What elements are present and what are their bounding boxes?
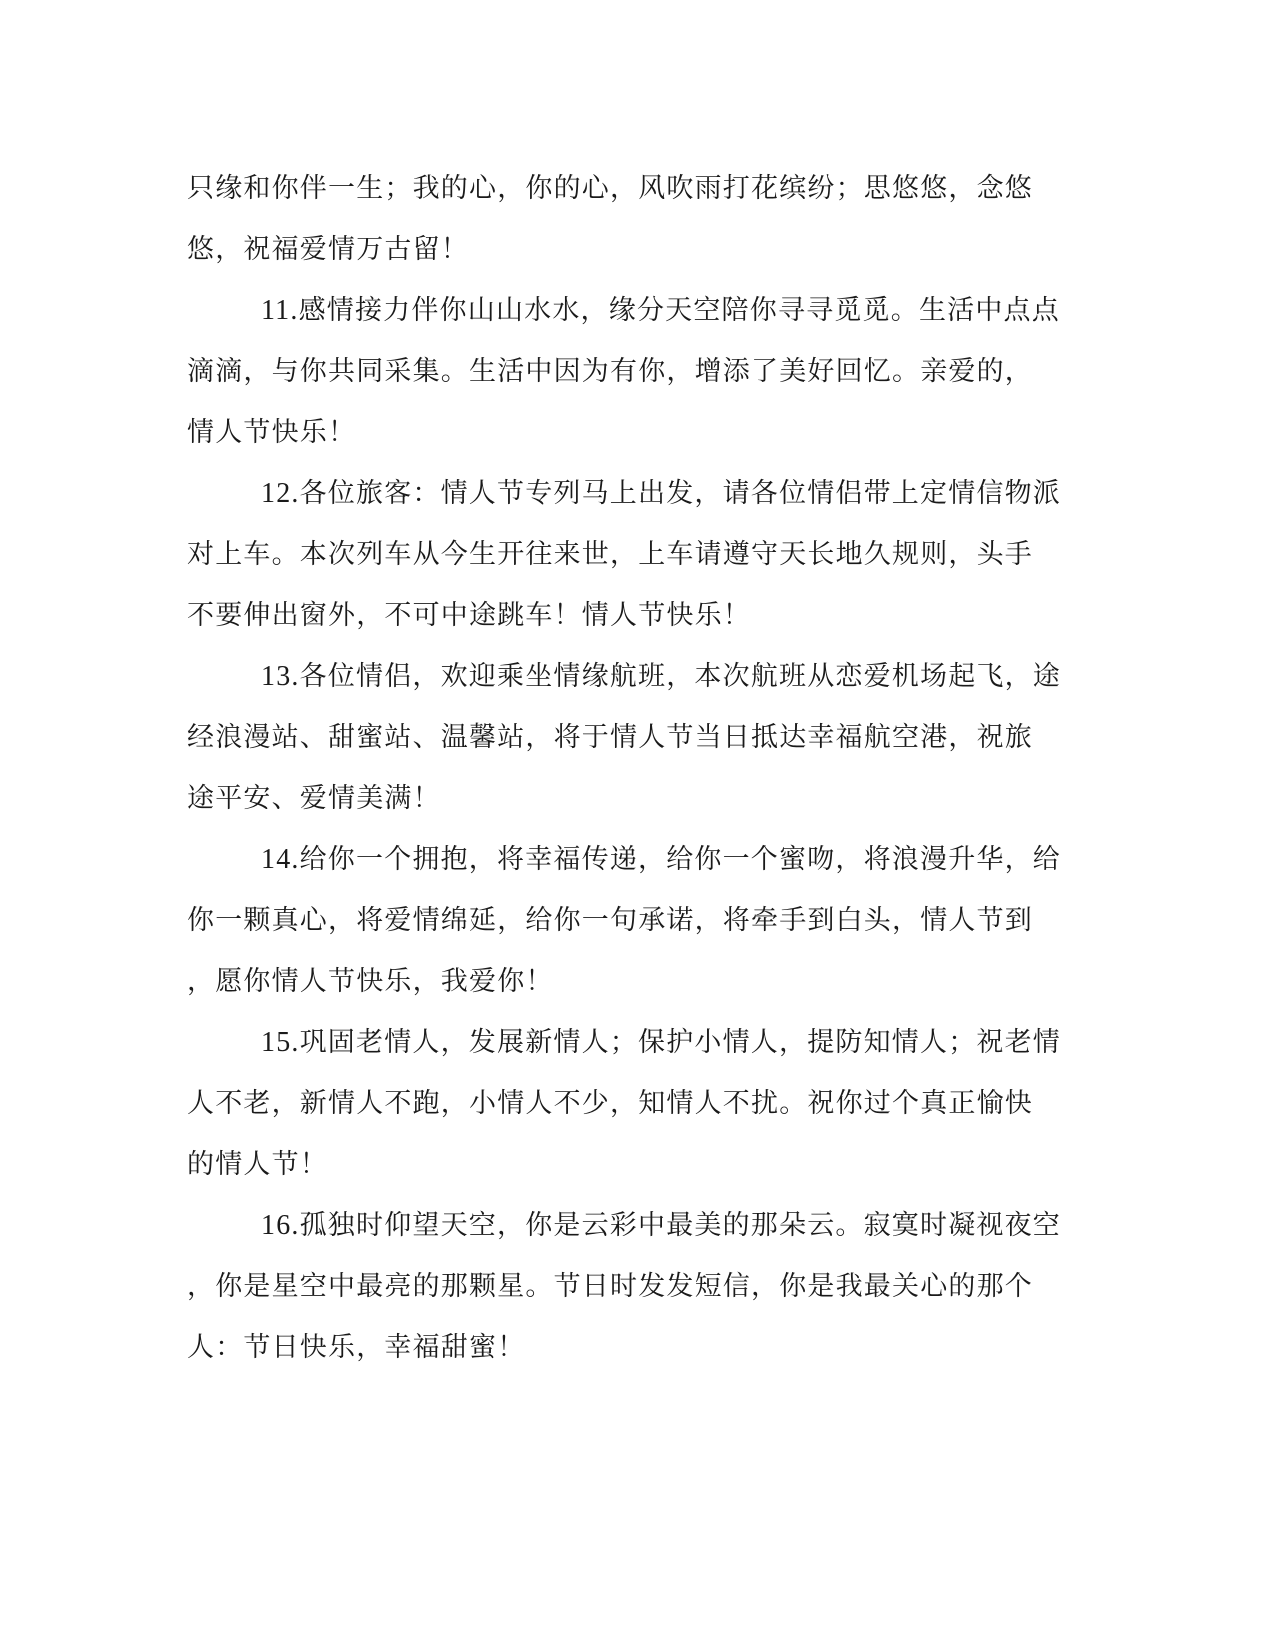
text-run: 感情接力伴你山山水水，缘分天空陪你寻寻觅觅。生活中点点 bbox=[298, 295, 1060, 326]
paragraph-number: 16. bbox=[261, 1210, 300, 1241]
text-run: 巩固老情人，发展新情人；保护小情人，提防知情人；祝老情 bbox=[299, 1027, 1062, 1058]
paragraph-11-first-line bbox=[187, 280, 1077, 341]
text-line: ，你是星空中最亮的那颗星。节日时发发短信，你是我最关心的那个 bbox=[187, 1271, 1033, 1302]
text-line: ，愿你情人节快乐，我爱你！ bbox=[187, 966, 554, 997]
text-line: 经浪漫站、甜蜜站、温馨站，将于情人节当日抵达幸福航空港，祝旅 bbox=[187, 722, 1033, 753]
text-run: 给你一个拥抱，将幸福传递，给你一个蜜吻，将浪漫升华，给 bbox=[299, 844, 1062, 875]
text-line: 对上车。本次列车从今生开往来世，上车请遵守天长地久规则，头手 bbox=[187, 539, 1033, 570]
text-line: 悠，祝福爱情万古留！ bbox=[187, 234, 469, 265]
paragraph-13-first-line bbox=[187, 646, 1077, 707]
text-line: 不要伸出窗外，不可中途跳车！情人节快乐！ bbox=[187, 600, 751, 631]
paragraph-number: 15. bbox=[261, 1027, 300, 1058]
paragraph-14-first-line bbox=[187, 829, 1077, 890]
text-line: 途平安、爱情美满！ bbox=[187, 783, 441, 814]
text-line: 人不老，新情人不跑，小情人不少，知情人不扰。祝你过个真正愉快 bbox=[187, 1088, 1033, 1119]
text-run: 各位旅客：情人节专列马上出发，请各位情侣带上定情信物派 bbox=[299, 478, 1062, 509]
paragraph-number: 12. bbox=[261, 478, 300, 509]
text-run: 各位情侣，欢迎乘坐情缘航班，本次航班从恋爱机场起飞，途 bbox=[299, 661, 1062, 692]
paragraph-number: 11. bbox=[261, 295, 299, 326]
document-body bbox=[187, 158, 1077, 1378]
paragraph-15-first-line bbox=[187, 1012, 1077, 1073]
text-line: 的情人节！ bbox=[187, 1149, 328, 1180]
text-line: 情人节快乐！ bbox=[187, 417, 357, 448]
paragraph-number: 13. bbox=[261, 661, 300, 692]
paragraph-number: 14. bbox=[261, 844, 300, 875]
paragraph-16-first-line bbox=[187, 1195, 1077, 1256]
text-line: 你一颗真心，将爱情绵延，给你一句承诺，将牵手到白头，情人节到 bbox=[187, 905, 1033, 936]
text-line: 人：节日快乐，幸福甜蜜！ bbox=[187, 1332, 526, 1363]
text-run: 孤独时仰望天空，你是云彩中最美的那朵云。寂寞时凝视夜空 bbox=[299, 1210, 1062, 1241]
paragraph-12-first-line bbox=[187, 463, 1077, 524]
text-line: 滴滴，与你共同采集。生活中因为有你，增添了美好回忆。亲爱的， bbox=[187, 356, 1033, 387]
text-line: 只缘和你伴一生；我的心，你的心，风吹雨打花缤纷；思悠悠，念悠 bbox=[187, 173, 1033, 204]
